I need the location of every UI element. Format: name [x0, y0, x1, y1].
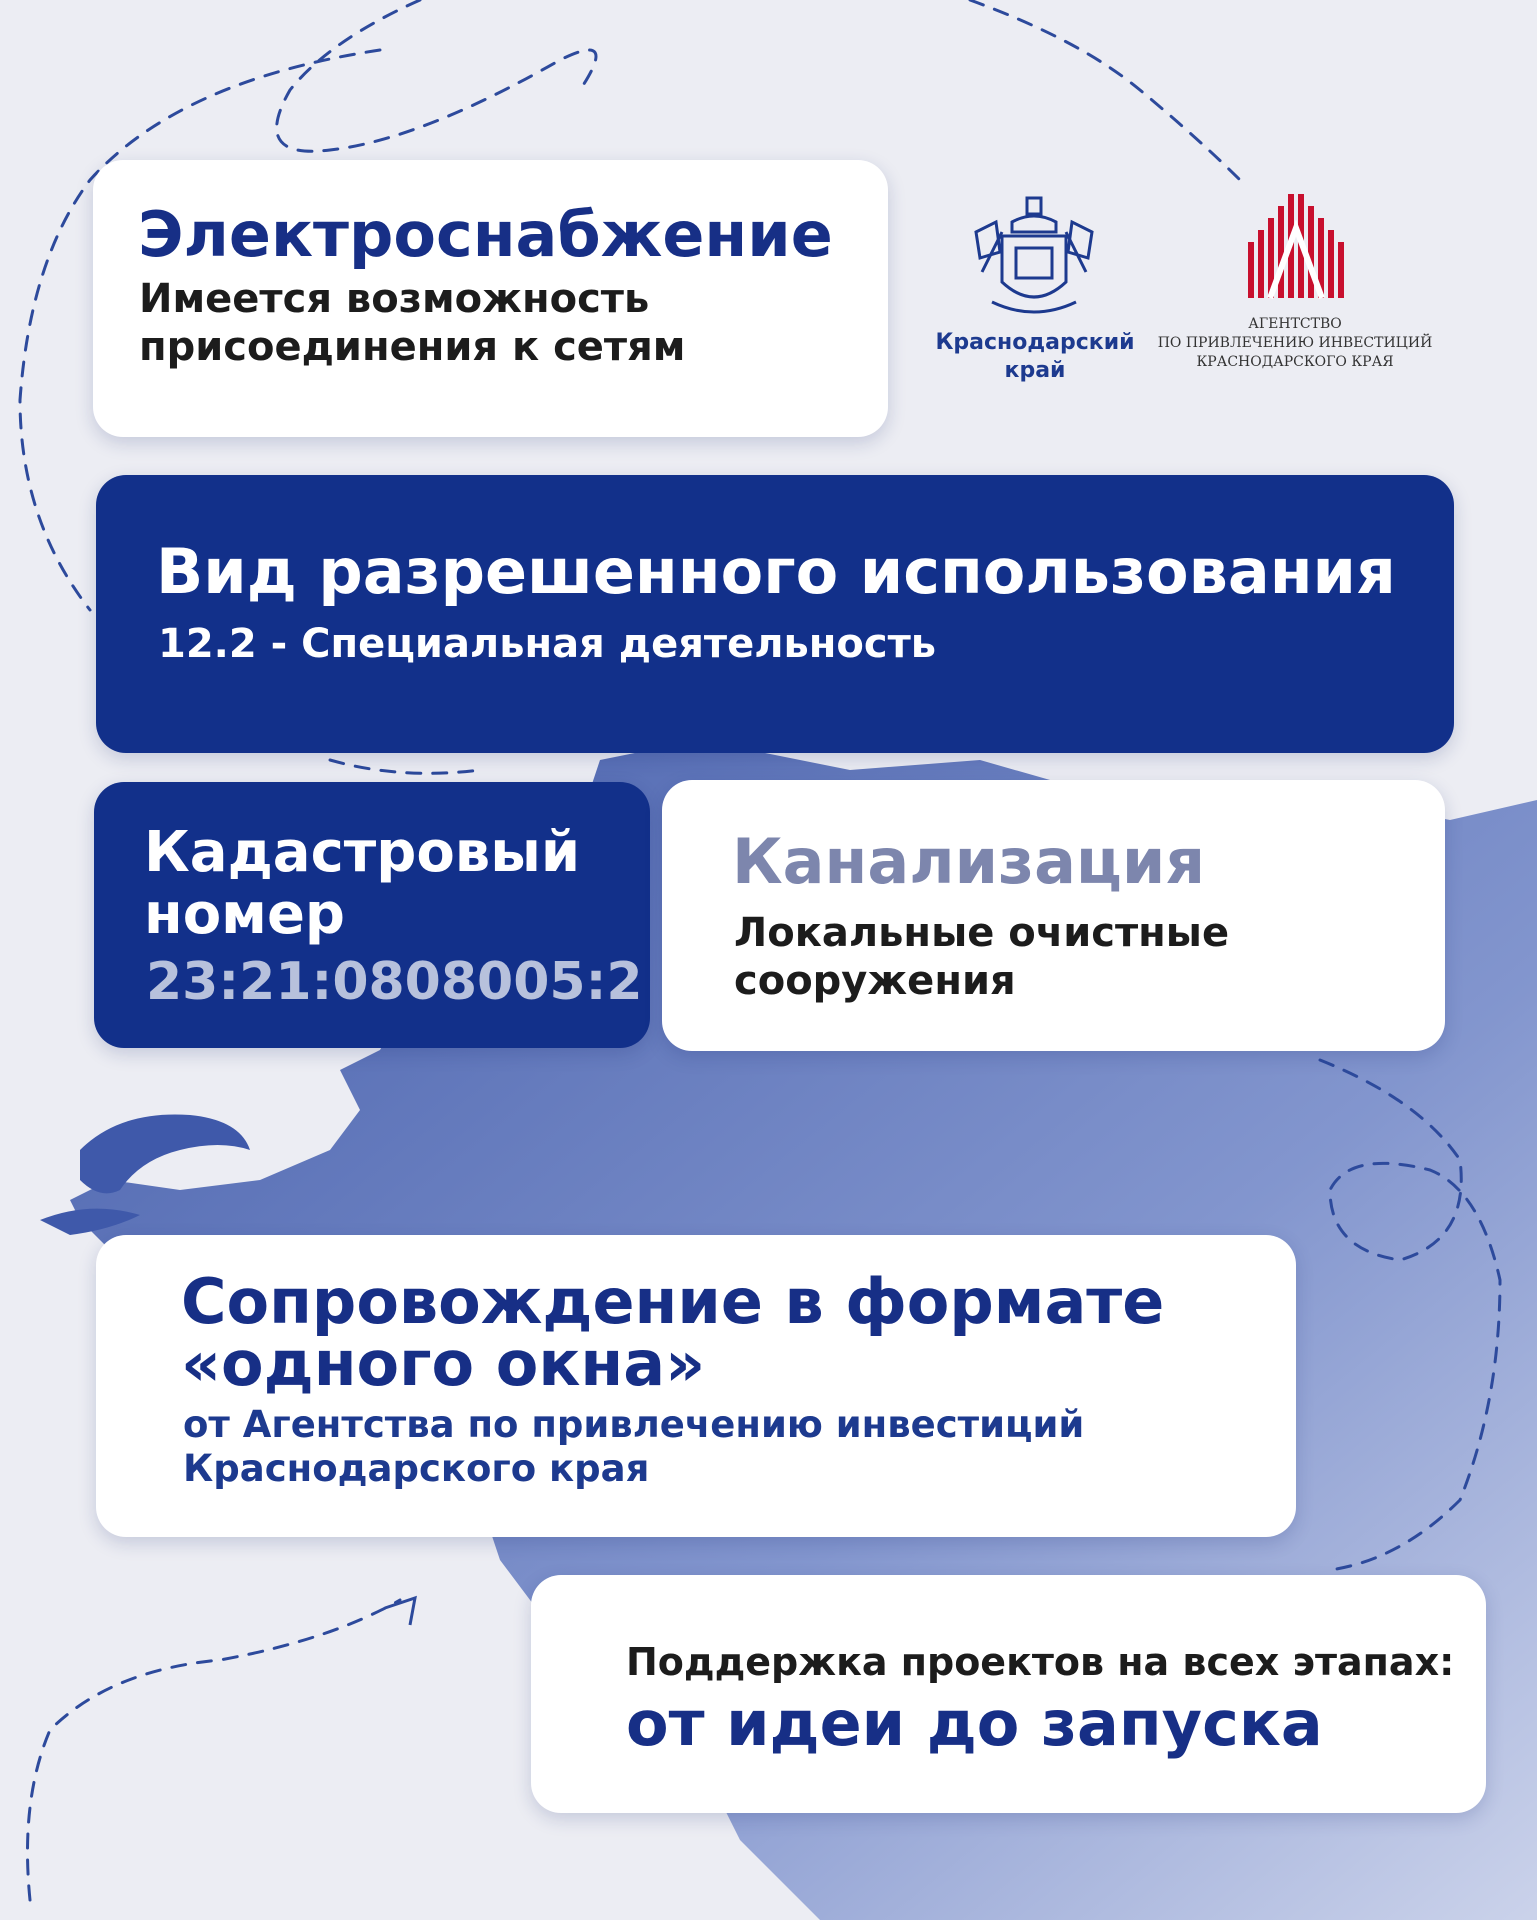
stages-highlight: от идеи до запуска — [626, 1687, 1323, 1760]
sewage-card — [662, 780, 1445, 1051]
project-stages-card — [531, 1575, 1486, 1813]
power-supply-title: Электроснабжение — [138, 198, 833, 271]
power-supply-text-line1: Имеется возможность — [139, 276, 650, 322]
cadastral-title-line2: номер — [144, 882, 346, 947]
region-logo-line2: край — [1004, 358, 1066, 383]
dashed-route-bottom-left — [28, 1600, 401, 1900]
support-title-line2: «одного окна» — [181, 1327, 706, 1400]
land-use-card — [96, 475, 1454, 753]
support-text-line2: Краснодарского края — [183, 1447, 650, 1490]
dashed-route-top-right — [970, 0, 1240, 180]
agency-logo-line1: АГЕНТСТВО — [1248, 316, 1342, 332]
agency-logo-icon — [1242, 188, 1350, 308]
support-text-line1: от Агентства по привлечению инвестиций — [183, 1403, 1085, 1446]
one-window-support-card — [96, 1235, 1296, 1537]
power-supply-text-line2: присоединения к сетям — [139, 324, 686, 370]
sewage-text-line1: Локальные очистные — [734, 910, 1230, 956]
agency-logo-line3: КРАСНОДАРСКОГО КРАЯ — [1196, 354, 1394, 370]
sewage-title: Канализация — [732, 825, 1206, 898]
dashed-route-top — [277, 0, 596, 151]
map-peninsula — [80, 1114, 250, 1193]
stages-text: Поддержка проектов на всех этапах: — [626, 1640, 1455, 1684]
krasnodar-coat-of-arms-icon — [972, 192, 1096, 322]
cadastral-number-value: 23:21:0808005:2 — [146, 952, 643, 1012]
route-arrow-icon — [385, 1598, 415, 1625]
power-supply-card — [93, 160, 888, 437]
land-use-value: 12.2 - Специальная деятельность — [158, 621, 937, 667]
cadastral-number-card — [94, 782, 650, 1048]
support-title-line1: Сопровождение в формате — [181, 1265, 1165, 1338]
cadastral-title-line1: Кадастровый — [144, 820, 581, 885]
agency-logo-line2: ПО ПРИВЛЕЧЕНИЮ ИНВЕСТИЦИЙ — [1157, 335, 1433, 351]
sewage-text-line2: сооружения — [734, 958, 1016, 1004]
region-logo-line1: Краснодарский — [935, 330, 1135, 355]
land-use-title: Вид разрешенного использования — [156, 535, 1396, 608]
dashed-route-middle — [330, 760, 480, 773]
